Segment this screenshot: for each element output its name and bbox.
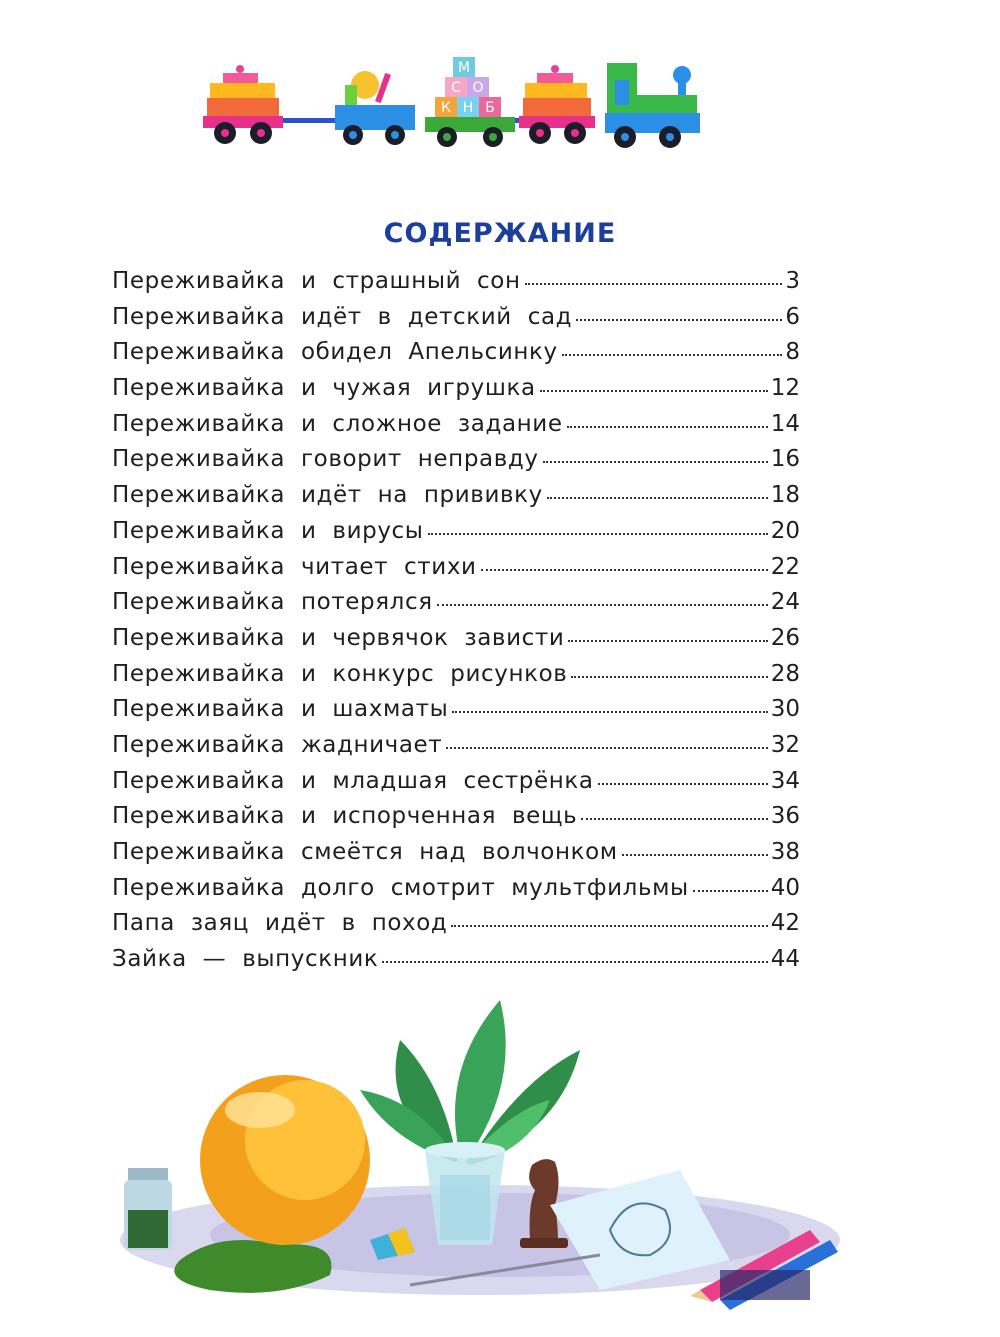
block-letter-2: С bbox=[451, 80, 461, 96]
toc-leader-dots bbox=[568, 640, 767, 642]
toc-entry bbox=[112, 554, 800, 590]
toc-entry-title: Переживайка смеётся над волчонком bbox=[112, 839, 618, 865]
paint-jar bbox=[124, 1168, 172, 1250]
toc-entry-title: Переживайка обидел Апельсинку bbox=[112, 339, 558, 366]
toc-entry-page: 34 bbox=[770, 767, 800, 794]
toc-entry bbox=[112, 696, 800, 732]
toc-leader-dots bbox=[451, 925, 767, 927]
toc-leader-dots bbox=[543, 461, 768, 463]
toc-entry-title: Зайка — выпускник bbox=[112, 946, 379, 973]
toc-entry bbox=[112, 910, 800, 946]
toc-entry bbox=[112, 518, 800, 554]
toc-entry-title: Переживайка потерялся bbox=[112, 589, 433, 616]
toc-entry-page: 16 bbox=[770, 446, 800, 473]
toc-leader-dots bbox=[571, 676, 767, 678]
toc-entry-title: Переживайка и сложное задание bbox=[112, 410, 563, 437]
toc-leader-dots bbox=[382, 961, 767, 963]
toc-leader-dots bbox=[693, 890, 768, 892]
still-life-illustration bbox=[80, 990, 840, 1310]
toc-leader-dots bbox=[525, 283, 783, 285]
toc-entry-title: Переживайка и чужая игрушка bbox=[112, 375, 536, 402]
toc-entry-page: 20 bbox=[770, 517, 800, 544]
toc-leader-dots bbox=[437, 604, 768, 606]
glass-vase bbox=[425, 1142, 505, 1245]
toc-entry-page: 40 bbox=[770, 874, 800, 901]
toc-leader-dots bbox=[481, 569, 768, 571]
toc-entry-title: Папа заяц идёт в поход bbox=[112, 910, 448, 937]
toc-leader-dots bbox=[446, 747, 767, 749]
toc-leader-dots bbox=[428, 533, 768, 535]
toc-entry bbox=[112, 482, 800, 518]
toc-entry-title: Переживайка жадничает bbox=[112, 731, 443, 758]
train-locomotive bbox=[605, 63, 700, 148]
train-wagon-3 bbox=[425, 57, 515, 147]
toy-train-illustration bbox=[195, 45, 715, 155]
toc-entry-title: Переживайка и вирусы bbox=[112, 517, 424, 544]
toc-leader-dots bbox=[576, 319, 782, 321]
toc-leader-dots bbox=[547, 497, 768, 499]
toc-entry-page: 32 bbox=[770, 731, 800, 758]
toc-entry-page: 6 bbox=[785, 303, 800, 330]
train-wagon-1 bbox=[203, 65, 283, 144]
toc-leader-dots bbox=[540, 390, 768, 392]
toc-entry-page: 26 bbox=[770, 624, 800, 651]
toc-entry bbox=[112, 768, 800, 804]
toc-entry-title: Переживайка и шахматы bbox=[112, 696, 449, 723]
toc-entry-title: Переживайка идёт на прививку bbox=[112, 482, 543, 509]
toc-leader-dots bbox=[581, 818, 767, 820]
toc-leader-dots bbox=[622, 854, 768, 856]
plant-leaves bbox=[360, 1000, 580, 1165]
toc-leader-dots bbox=[598, 783, 768, 785]
toc-leader-dots bbox=[452, 711, 767, 713]
toc-entry-title: Переживайка и конкурс рисунков bbox=[112, 660, 568, 687]
block-letter-4: К bbox=[441, 100, 451, 116]
orange-ball bbox=[200, 1075, 370, 1245]
toc-entry-page: 8 bbox=[785, 339, 800, 366]
toc-entry bbox=[112, 339, 800, 375]
toc-entry-title: Переживайка читает стихи bbox=[112, 553, 477, 580]
train-wagon-2 bbox=[335, 71, 415, 145]
toc-entry bbox=[112, 839, 800, 875]
toc-entry-title: Переживайка говорит неправду bbox=[112, 446, 539, 473]
toc-entry-page: 30 bbox=[770, 696, 800, 723]
toc-entry-page: 24 bbox=[770, 589, 800, 616]
toc-entry-page: 14 bbox=[770, 410, 800, 437]
toc-leader-dots bbox=[562, 354, 783, 356]
toc-entry-page: 28 bbox=[770, 660, 800, 687]
toc-entry-title: Переживайка долго смотрит мультфильмы bbox=[112, 874, 689, 901]
toc-entry-title: Переживайка и страшный сон bbox=[112, 268, 521, 294]
toc-entry-title: Переживайка идёт в детский сад bbox=[112, 303, 573, 330]
train-connector bbox=[275, 118, 335, 123]
toc-entry bbox=[112, 304, 800, 340]
toc-entry bbox=[112, 625, 800, 661]
toc-entry-title: Переживайка и червячок зависти bbox=[112, 624, 565, 651]
toc-leader-dots bbox=[567, 426, 768, 428]
toc-entry bbox=[112, 946, 800, 982]
block-letter-3: О bbox=[472, 80, 484, 96]
page-title: СОДЕРЖАНИЕ bbox=[383, 218, 617, 250]
notebook bbox=[720, 1270, 810, 1300]
toc-entry-page: 36 bbox=[770, 803, 800, 830]
toc-entry-page: 42 bbox=[770, 910, 800, 937]
table-of-contents bbox=[112, 268, 800, 982]
toc-entry-page: 12 bbox=[770, 375, 800, 402]
toc-entry bbox=[112, 268, 800, 304]
toc-entry bbox=[112, 589, 800, 625]
block-letter-5: Н bbox=[462, 100, 474, 116]
toc-entry bbox=[112, 875, 800, 911]
toc-entry-page: 18 bbox=[770, 482, 800, 509]
toc-entry bbox=[112, 411, 800, 447]
toc-entry-title: Переживайка и испорченная вещь bbox=[112, 803, 578, 830]
toc-entry-page: 3 bbox=[785, 268, 800, 294]
toc-entry-page: 44 bbox=[770, 946, 800, 973]
train-wagon-4 bbox=[519, 65, 595, 144]
toc-entry bbox=[112, 661, 800, 697]
toc-entry-title: Переживайка и младшая сестрёнка bbox=[112, 767, 594, 794]
toc-entry bbox=[112, 803, 800, 839]
block-letter-1: М bbox=[457, 60, 471, 76]
toc-entry-page: 38 bbox=[770, 839, 800, 865]
toc-entry-page: 22 bbox=[770, 553, 800, 580]
toc-entry bbox=[112, 732, 800, 768]
toc-entry bbox=[112, 446, 800, 482]
block-letter-6: Б bbox=[485, 100, 495, 116]
toc-entry bbox=[112, 375, 800, 411]
